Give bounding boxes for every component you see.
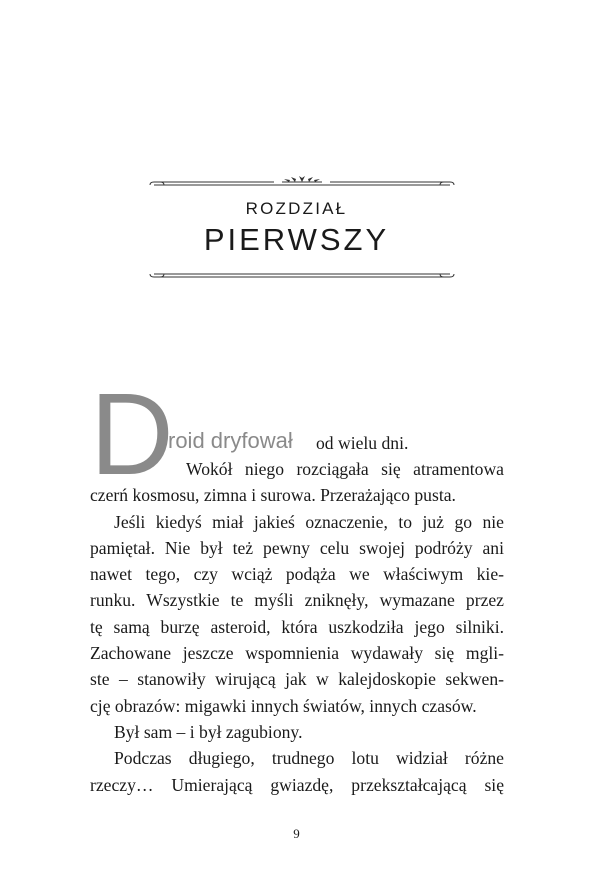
- text-line: Wokół niego rozciągała się atramentowa: [186, 459, 504, 479]
- chapter-ornament-top: [148, 175, 456, 189]
- opening-lead-rest: od wielu dni.: [316, 433, 409, 453]
- text-line: Podczas długiego, trudnego lotu widział różne: [114, 748, 504, 769]
- text-line: rzeczy… Umierającą gwiazdę, przekształcającą się: [90, 774, 504, 795]
- text-line: Jeśli kiedyś miał jakieś oznaczenie, to już go nie: [114, 511, 504, 532]
- drop-cap: D: [90, 369, 174, 499]
- text-line: cję obrazów: migawki innych światów, innych czasów.: [90, 695, 477, 716]
- chapter-label: ROZDZIAŁ: [245, 199, 348, 218]
- text-line: pamiętał. Nie był też pewny celu swojej podróży ani: [90, 537, 504, 558]
- text-line: runku. Wszystkie te myśli zniknęły, wymazane przez: [90, 590, 504, 611]
- chapter-ornament-bottom: [148, 270, 456, 284]
- chapter-body-text: [90, 456, 504, 798]
- ornament-rule-icon: [148, 175, 456, 189]
- text-line: czerń kosmosu, zimna i surowa. Przerażająco pusta.: [90, 485, 456, 506]
- page-number: 9: [293, 826, 300, 841]
- text-line: ste – stanowiły wirującą jak w kalejdoskopie sekwen-: [90, 669, 504, 690]
- text-line: Zachowane jeszcze wspomnienia wydawały się mgli-: [90, 643, 504, 664]
- ornament-rule-icon: [148, 270, 456, 284]
- text-line: nawet tego, czy wciąż podąża we właściwym kie-: [90, 564, 504, 585]
- opening-lead-words: roid dryfował: [168, 428, 293, 453]
- text-line: Był sam – i był zagubiony.: [114, 721, 303, 742]
- text-line: tę samą burzę asteroid, która uszkodziła jego silniki.: [90, 616, 504, 637]
- chapter-number: PIERWSZY: [203, 222, 390, 257]
